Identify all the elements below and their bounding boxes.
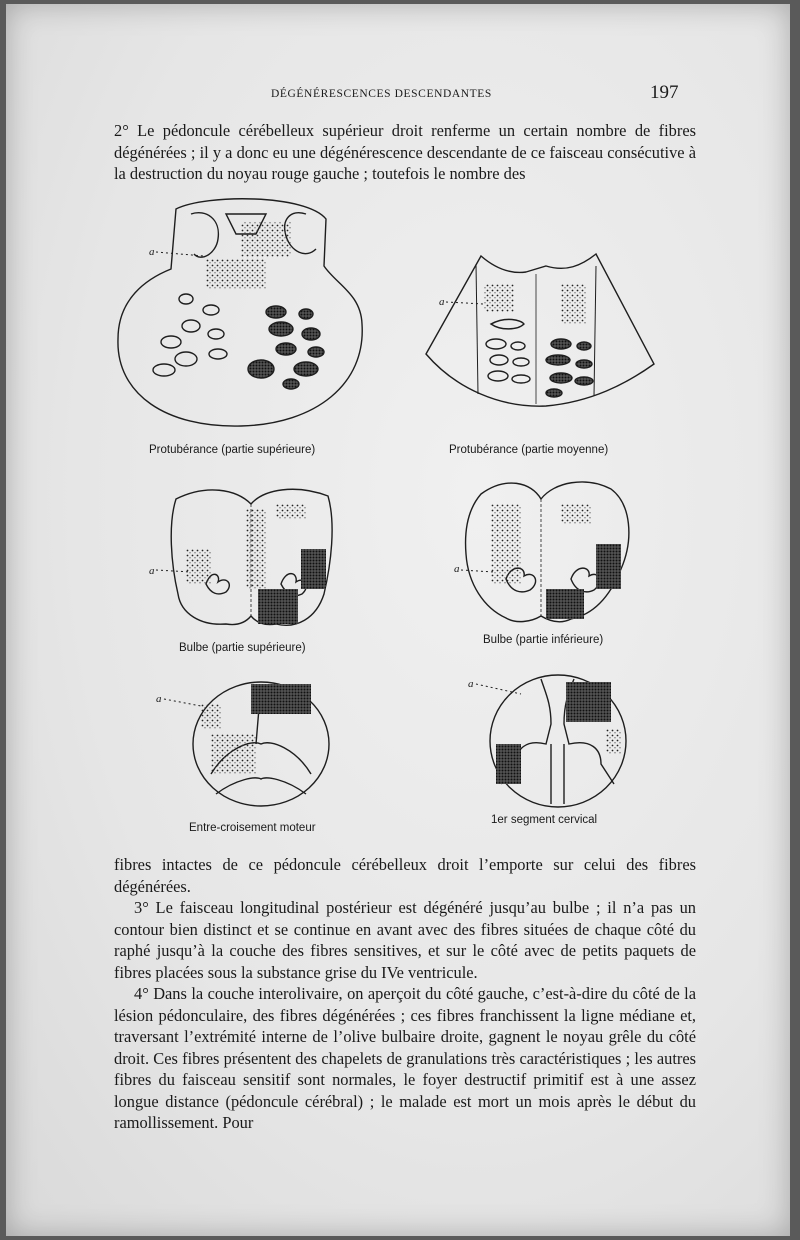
label-a-fig6: a [468,678,474,690]
caption-bulbe-superieure: Bulbe (partie supérieure) [179,642,306,654]
continuation-paragraph: fibres intactes de ce pédoncule cérébelleux droit l’emporte sur celui des fibres dégénérées. [114,855,696,896]
label-a-fig4: a [454,563,460,575]
figure-protuberance-moyenne [426,254,654,406]
caption-bulbe-inferieure: Bulbe (partie inférieure) [483,634,604,646]
label-a-fig1: a [149,246,155,258]
caption-entre-croisement: Entre-croisement moteur [189,822,316,834]
caption-protuberance-moyenne: Protubérance (partie moyenne) [449,444,609,456]
figure-segment-cervical [476,675,626,807]
caption-protuberance-superieure: Protubérance (partie supérieure) [149,444,316,456]
figure-protuberance-superieure [118,199,362,426]
label-a-fig5: a [156,693,162,705]
paragraph-4: 4° Dans la couche interolivaire, on aperçoit du côté gauche, c’est-à-dire du côté de la lésion pédonculaire, des fibres dégénérées ; ces fibres franchissent la ligne médiane et, traversant l’extrémité interne de l’olive bulbaire droite, gagnent le noyau grêle du côté droit. Ces fibres présentent des chapelets de granulations très caractéristiques ; les autres fibres du faisceau sensitif sont normales, le foyer destructif primitif est à une assez longue distance (pédoncule cérébral) ; le malade est mort un mois après le début du ramollissement. Pour [114,984,696,1132]
label-a-fig2: a [439,296,445,308]
figure-bulbe-superieure [156,489,332,625]
label-a-fig3: a [149,565,155,577]
top-paragraph: 2° Le pédoncule cérébelleux supérieur droit renferme un certain nombre de fibres dégénérées ; il y a donc eu une dégénérescence descendante de ce faisceau consécutive à la destruction du noyau rouge gauche ; toutefois le nombre des [114,121,696,183]
body-text [114,854,696,1134]
book-page [6,4,790,1236]
running-head: DÉGÉNÉRESCENCES DESCENDANTES [271,88,492,100]
figure-bulbe-inferieure [461,482,629,622]
figure-entre-croisement [164,682,329,806]
paragraph-3: 3° Le faisceau longitudinal postérieur est dégénéré jusqu’au bulbe ; il n’a pas un contour bien distinct et se continue en avant avec des fibres situées de chaque côté du raphé jusqu’à la couche des fibres sensitives, et sur le côté avec de petits paquets de fibres placées sous la substance grise du IVe ventricule. [114,898,696,982]
caption-segment-cervical: 1er segment cervical [491,814,598,826]
page-header [6,82,790,106]
page-number: 197 [650,82,679,103]
